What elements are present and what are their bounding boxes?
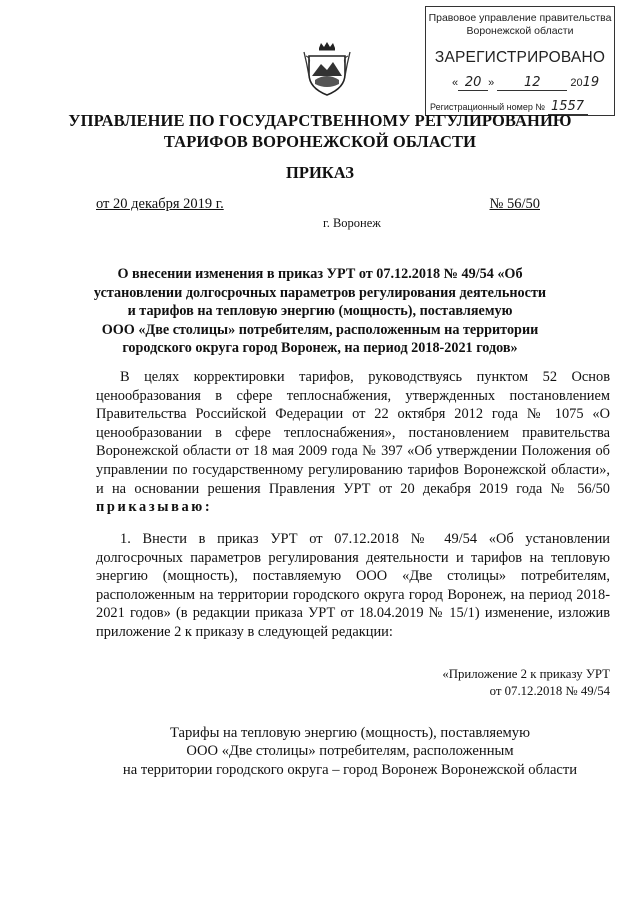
preamble-text: В целях корректировки тарифов, руководствуясь пунктом 52 Основ ценообразования в сфере теплоснабжения, утвержденных постановлением Правительства Российской Федерации от 22 октября 2012 года № 1075 «О ценообразовании в сфере теплоснабжения», постановлением правительства Воронежской области от 18 мая 2009 года № 397 «Об утверждении Положения об управлении по государственному регулированию тарифов Воронежской области», и на основании решения Правления УРТ от 20 декабря 2019 года № 56/50 <box>96 369 610 497</box>
org-line1: УПРАВЛЕНИЕ ПО ГОСУДАРСТВЕННОМУ РЕГУЛИРОВАНИЮ <box>68 111 572 130</box>
clause-1-paragraph <box>96 530 610 642</box>
appendix-line1: «Приложение 2 к приказу УРТ <box>442 667 610 681</box>
stamp-date: « 20 » 12 2019 <box>452 75 600 90</box>
subject-line3: и тарифов на тепловую энергию (мощность), поставляемую <box>127 303 513 320</box>
appendix-line2: от 07.12.2018 № 49/54 <box>489 684 610 698</box>
tariff-title-line3: на территории городского округа – город Воронеж Воронежской области <box>122 761 578 778</box>
order-date: от 20 декабря 2019 г. <box>96 196 224 212</box>
subject-line4: ООО «Две столицы» потребителям, расположенным на территории <box>101 321 539 338</box>
stamp-year-suffix: 19 <box>582 75 600 90</box>
stamp-reg-value: 1557 <box>548 99 588 115</box>
subject-line2: установлении долгосрочных параметров регулирования деятельности <box>93 284 547 301</box>
subject-line5: городского округа город Воронеж, на период 2018-2021 годов» <box>122 340 518 357</box>
order-word: приказываю: <box>96 499 213 516</box>
stamp-line2: Воронежской области <box>466 25 574 37</box>
clause-1-text: 1. Внести в приказ УРТ от 07.12.2018 № 49/54 «Об установлении долгосрочных параметров регулирования деятельности и тарифов на тепловую энергию (мощность), поставляемую ООО «Две столицы» потребителям, расположенным на территории городского округа город Воронеж, на период 2018-2021 годов» (в редакции приказа УРТ от 18.04.2019 № 15/1) изменение, изложив приложение 2 к приказу в следующей редакции: <box>96 531 610 640</box>
document-type: ПРИКАЗ <box>286 163 354 182</box>
registration-stamp <box>425 6 615 116</box>
voronezh-coat-of-arms-icon <box>303 42 351 96</box>
tariff-table-title <box>0 724 640 779</box>
tariff-title-line1: Тарифы на тепловую энергию (мощность), поставляемую <box>169 725 530 741</box>
order-subject <box>0 265 640 358</box>
tariff-title-line2: ООО «Две столицы» потребителям, расположенным <box>186 743 514 760</box>
city: г. Воронеж <box>323 216 381 230</box>
stamp-line1: Правовое управление правительства <box>428 12 612 24</box>
appendix-reference <box>442 666 610 700</box>
organization-name <box>0 110 640 152</box>
subject-line1: О внесении изменения в приказ УРТ от 07.12.2018 № 49/54 «Об <box>117 266 523 282</box>
stamp-month: 12 <box>497 75 567 91</box>
preamble-paragraph <box>96 368 610 517</box>
stamp-year-prefix: 20 <box>570 77 583 89</box>
stamp-registered: ЗАРЕГИСТРИРОВАНО <box>434 49 606 66</box>
stamp-day: 20 <box>458 75 488 91</box>
stamp-reg-label: Регистрационный номер № <box>430 102 546 112</box>
org-line2: ТАРИФОВ ВОРОНЕЖСКОЙ ОБЛАСТИ <box>163 132 477 151</box>
order-number: № 56/50 <box>489 196 540 212</box>
